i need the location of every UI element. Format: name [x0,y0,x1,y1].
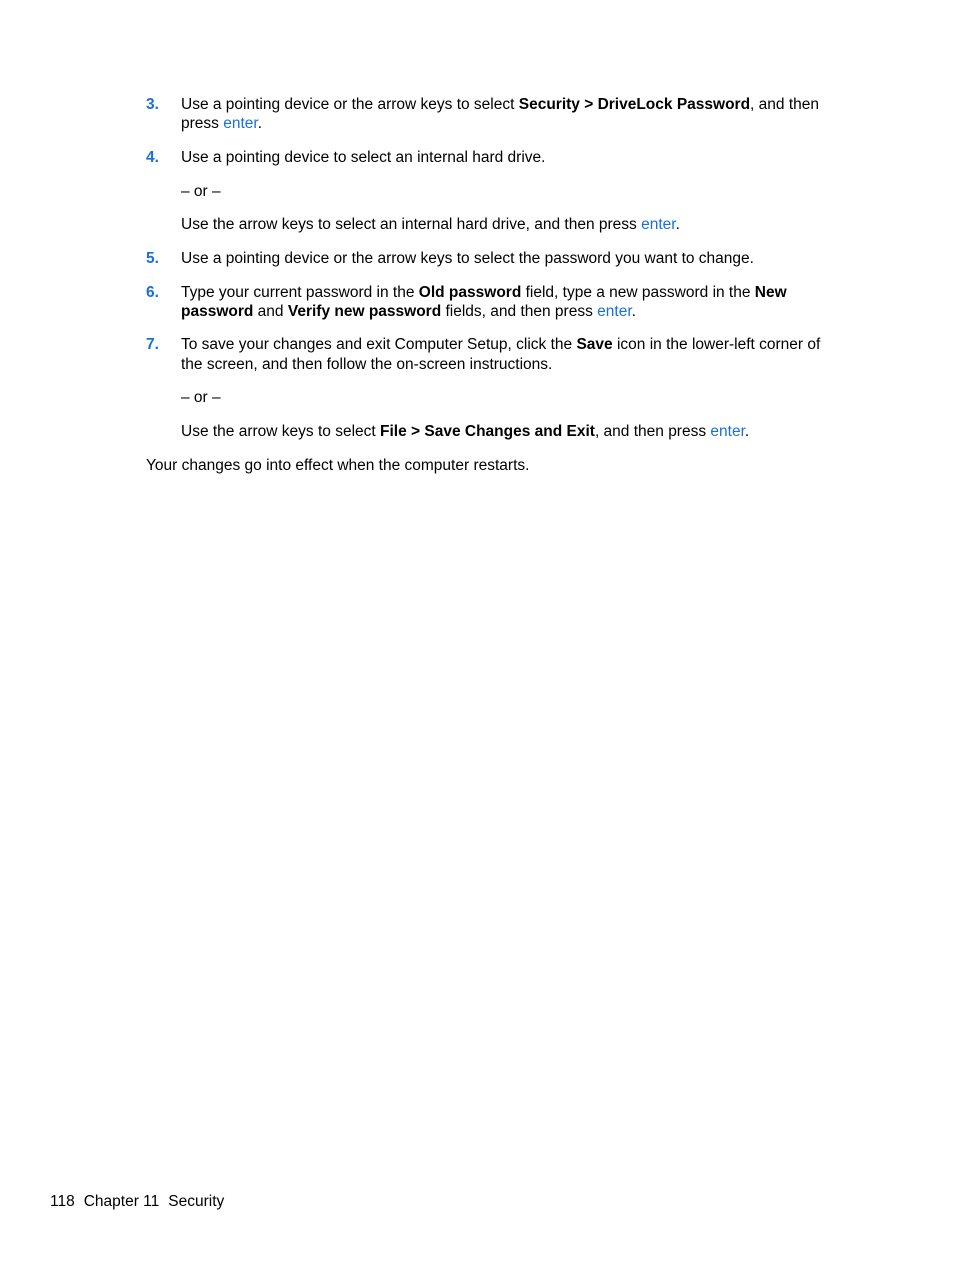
verify-password-label: Verify new password [287,303,442,320]
step-4-alternative: Use the arrow keys to select an internal hard drive, and then press enter. [181,216,680,233]
step-7-or: – or – [181,389,221,406]
chapter-label: Chapter 11 [83,1193,160,1210]
step-6-line-2: password and Verify new password fields, and then press enter. [181,303,636,320]
save-label: Save [576,336,613,353]
step-7-line-2: the screen, and then follow the on-screen instructions. [181,356,553,373]
step-5-number: 5. [146,250,159,267]
enter-key-link[interactable]: enter [597,303,632,320]
enter-key-link[interactable]: enter [223,115,258,132]
page-footer [50,1192,233,1212]
step-7-number: 7. [146,336,159,353]
step-6-number: 6. [146,284,159,301]
step-4-or: – or – [181,183,221,200]
step-4-number: 4. [146,149,159,166]
step-7-line-1: To save your changes and exit Computer Setup, click the Save icon in the lower-left corner of [181,336,821,353]
step-3-line-1: Use a pointing device or the arrow keys to select Security > DriveLock Password, and then [181,96,819,113]
page-number: 118 [50,1193,75,1210]
new-password-label-part: New [754,284,787,301]
enter-key-link[interactable]: enter [641,216,676,233]
closing-paragraph: Your changes go into effect when the computer restarts. [146,457,530,474]
menu-path-drivelock: Security > DriveLock Password [518,96,751,113]
step-3-number: 3. [146,96,159,113]
step-4-text: Use a pointing device to select an internal hard drive. [181,149,546,166]
step-3-line-2: press enter. [181,115,263,132]
section-label: Security [168,1193,225,1210]
old-password-label: Old password [418,284,522,301]
menu-path-save-exit: File > Save Changes and Exit [380,423,595,440]
step-5-text: Use a pointing device or the arrow keys to select the password you want to change. [181,250,754,267]
enter-key-link[interactable]: enter [710,423,745,440]
step-6-line-1: Type your current password in the Old password field, type a new password in the New [181,284,787,301]
step-7-alternative: Use the arrow keys to select File > Save Changes and Exit, and then press enter. [181,423,750,440]
